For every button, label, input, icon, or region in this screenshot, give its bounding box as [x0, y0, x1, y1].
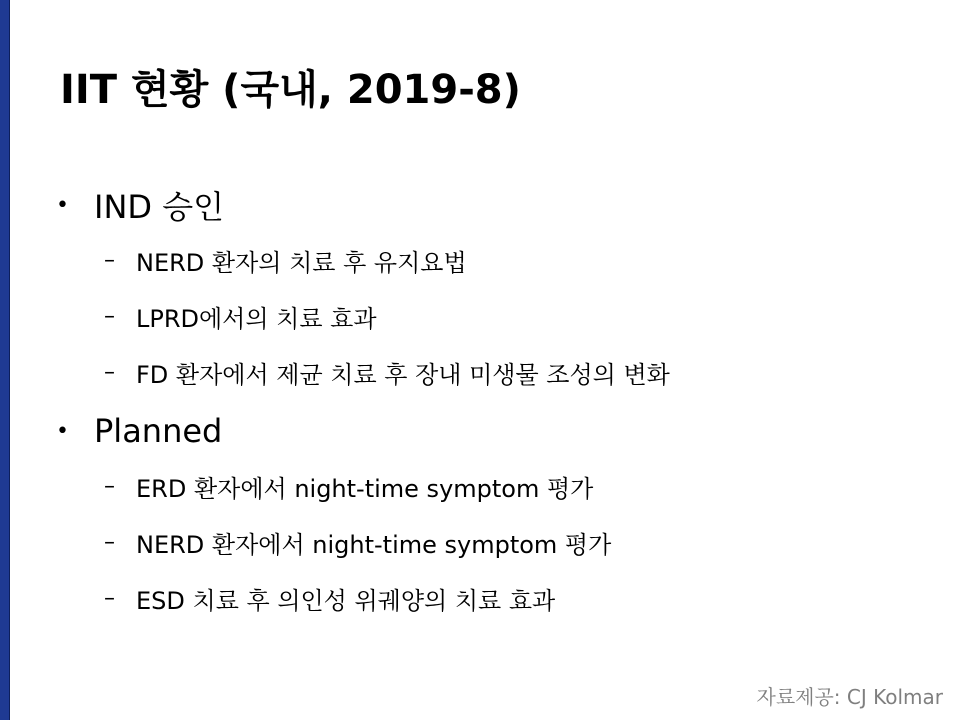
bullet-item-planned	[56, 404, 936, 458]
dash-icon: –	[104, 585, 115, 611]
bullet-item-ind-approval	[56, 178, 936, 232]
dash-icon: –	[104, 247, 115, 273]
sub-bullet-text: NERD 환자의 치료 후 유지요법	[136, 248, 467, 277]
source-credit: 자료제공: CJ Kolmar	[756, 685, 943, 709]
sub-bullet-item	[56, 570, 936, 626]
dash-icon: –	[104, 303, 115, 329]
slide-title: IIT 현황 (국내, 2019-8)	[60, 67, 521, 113]
sub-bullet-text: ESD 치료 후 의인성 위궤양의 치료 효과	[136, 586, 556, 615]
dash-icon: –	[104, 473, 115, 499]
sub-bullet-text: LPRD에서의 치료 효과	[136, 304, 377, 333]
sub-bullet-item	[56, 232, 936, 288]
bullet-heading: IND 승인	[94, 188, 225, 226]
sub-bullet-text: NERD 환자에서 night-time symptom 평가	[136, 530, 612, 559]
dash-icon: –	[104, 529, 115, 555]
sub-bullet-item	[56, 344, 936, 400]
slide-content	[56, 178, 936, 626]
sub-bullet-item	[56, 288, 936, 344]
dash-icon: –	[104, 359, 115, 385]
accent-bar	[0, 0, 10, 720]
bullet-icon: •	[56, 192, 69, 218]
sub-bullet-text: ERD 환자에서 night-time symptom 평가	[136, 474, 594, 503]
sub-bullet-item	[56, 458, 936, 514]
bullet-heading: Planned	[94, 412, 223, 450]
sub-bullet-text: FD 환자에서 제균 치료 후 장내 미생물 조성의 변화	[136, 360, 670, 389]
bullet-icon: •	[56, 418, 69, 444]
sub-bullet-item	[56, 514, 936, 570]
